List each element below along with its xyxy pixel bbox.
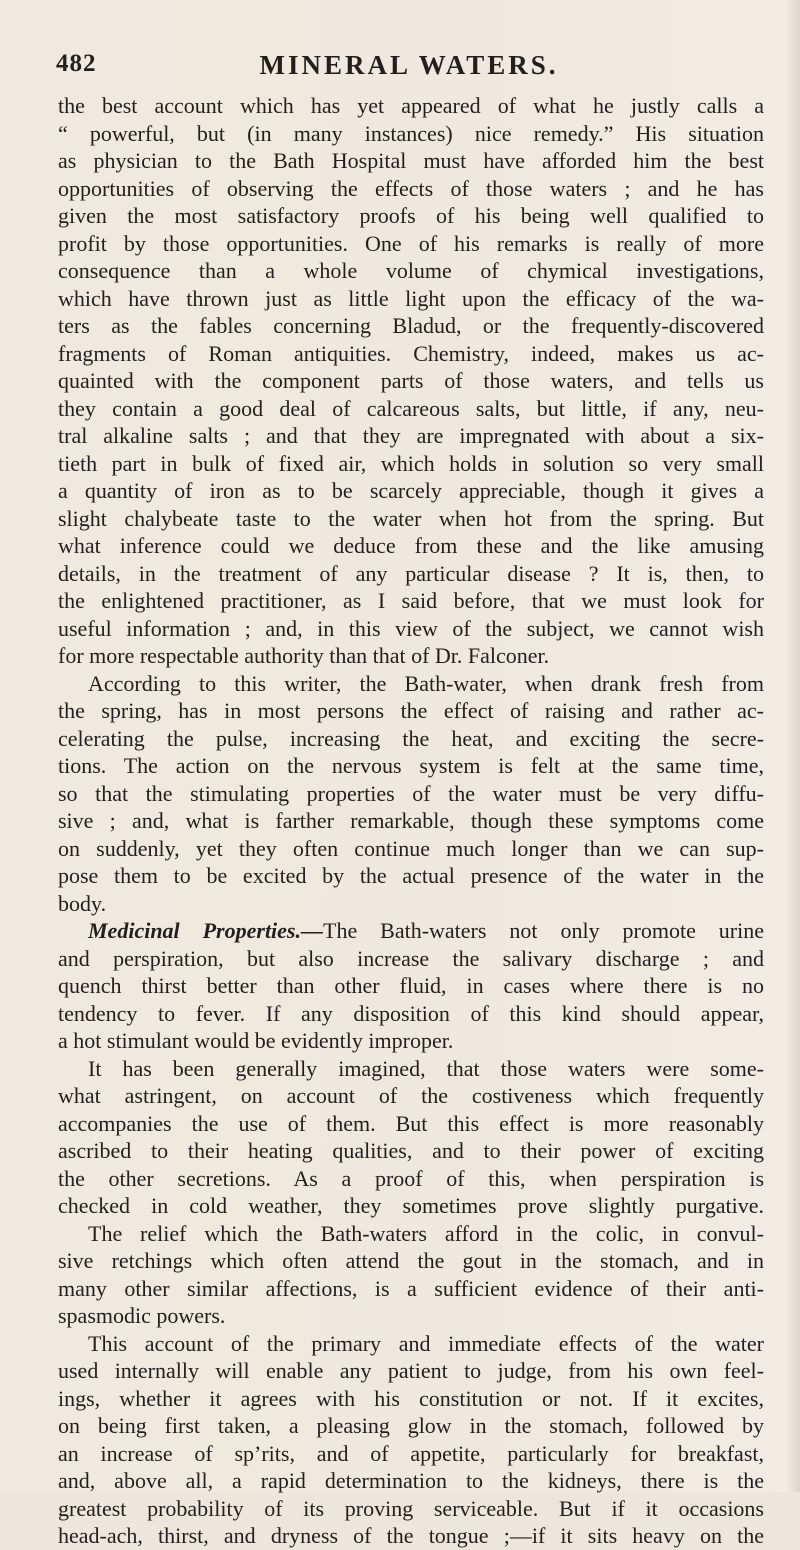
- text-line: quainted with the component parts of those waters, and tells us: [58, 368, 764, 393]
- text-line: ters as the fables concerning Bladud, or the frequently-discovered: [58, 313, 764, 338]
- text-line: accompanies the use of them. But this effect is more reasonably: [58, 1110, 764, 1136]
- text-line: so that the stimulating properties of the water must be very diffu-: [58, 780, 764, 806]
- text-line: ings, whether it agrees with his constitution or not. If it excites,: [58, 1385, 764, 1411]
- text-line: what astringent, on account of the costiveness which frequently: [58, 1083, 764, 1108]
- text-line: useful information ; and, in this view of the subject, we cannot wish: [58, 615, 764, 641]
- text-line: tieth part in bulk of fixed air, which holds in solution so very small: [58, 450, 764, 476]
- text-line-with-sidehead: [58, 917, 764, 945]
- text-line: tions. The action on the nervous system is felt at the same time,: [58, 753, 764, 778]
- sidehead-line-text: The Bath-waters not only promote urine: [323, 918, 764, 943]
- text-line: they contain a good deal of calcareous salts, but little, if any, neu-: [58, 395, 764, 421]
- text-line: on being first taken, a pleasing glow in the stomach, followed by: [58, 1413, 764, 1438]
- text-line: a quantity of iron as to be scarcely appreciable, though it gives a: [58, 478, 764, 503]
- text-line: It has been generally imagined, that those waters were some-: [88, 1055, 764, 1081]
- text-line: a hot stimulant would be evidently improper.: [58, 1028, 454, 1053]
- text-line: This account of the primary and immediate effects of the water: [88, 1330, 764, 1356]
- text-line: given the most satisfactory proofs of his being well qualified to: [58, 203, 764, 228]
- text-line: an increase of sp’rits, and of appetite, particularly for breakfast,: [58, 1440, 764, 1466]
- page-edge-shadow: [786, 0, 800, 1492]
- text-line: the best account which has yet appeared of what he justly calls a: [58, 93, 764, 118]
- text-line: body.: [58, 890, 107, 916]
- text-line: what inference could we deduce from these and the like amusing: [58, 533, 764, 558]
- text-line: pose them to be excited by the actual presence of the water in the: [58, 863, 764, 888]
- body-text: [58, 92, 764, 1550]
- text-line: profit by those opportunities. One of his remarks is really of more: [58, 230, 764, 256]
- text-line: which have thrown just as little light upon the efficacy of the wa-: [58, 285, 764, 311]
- text-line: According to this writer, the Bath-water, when drank fresh from: [88, 670, 764, 696]
- text-line: checked in cold weather, they sometimes prove slightly purgative.: [58, 1193, 764, 1218]
- text-line: many other similar affections, is a sufficient evidence of their anti-: [58, 1275, 764, 1301]
- text-line: ascribed to their heating qualities, and to their power of exciting: [58, 1138, 764, 1163]
- page-number: 482: [56, 50, 97, 77]
- text-line: sive retchings which often attend the gout in the stomach, and in: [58, 1248, 764, 1273]
- text-line: spasmodic powers.: [58, 1303, 226, 1328]
- text-line: used internally will enable any patient to judge, from his own feel-: [58, 1358, 764, 1383]
- text-line: as physician to the Bath Hospital must have afforded him the best: [58, 148, 764, 173]
- text-line: “ powerful, but (in many instances) nice remedy.” His situation: [58, 120, 764, 146]
- text-line: for more respectable authority than that of Dr. Falconer.: [58, 643, 550, 668]
- page-header: [56, 50, 762, 84]
- section-sidehead: Medicinal Properties.—: [88, 918, 323, 943]
- text-line: quench thirst better than other fluid, in cases where there is no: [58, 973, 764, 998]
- text-line: tral alkaline salts ; and that they are impregnated with about a six-: [58, 423, 764, 448]
- text-line: head-ach, thirst, and dryness of the tongue ;—if it sits heavy on the: [58, 1523, 764, 1548]
- text-line: fragments of Roman antiquities. Chemistry, indeed, makes us ac-: [58, 340, 764, 366]
- text-line: sive ; and, what is farther remarkable, though these symptoms come: [58, 808, 764, 833]
- text-line: opportunities of observing the effects of those waters ; and he has: [58, 175, 764, 201]
- text-line: slight chalybeate taste to the water when hot from the spring. But: [58, 505, 764, 531]
- text-line: details, in the treatment of any particular disease ? It is, then, to: [58, 560, 764, 586]
- text-line: on suddenly, yet they often continue much longer than we can sup-: [58, 835, 764, 861]
- text-line: celerating the pulse, increasing the heat, and exciting the secre-: [58, 725, 764, 751]
- text-line: The relief which the Bath-waters afford in the colic, in convul-: [88, 1220, 764, 1246]
- text-line: the enlightened practitioner, as I said before, that we must look for: [58, 588, 764, 613]
- text-line: consequence than a whole volume of chymical investigations,: [58, 258, 764, 283]
- text-line: greatest probability of its proving serviceable. But if it occasions: [58, 1495, 764, 1521]
- text-line: the other secretions. As a proof of this, when perspiration is: [58, 1165, 764, 1191]
- text-line: tendency to fever. If any disposition of this kind should appear,: [58, 1000, 764, 1026]
- text-line: and, above all, a rapid determination to the kidneys, there is the: [58, 1468, 764, 1493]
- text-line: the spring, has in most persons the effect of raising and rather ac-: [58, 698, 764, 723]
- text-line: and perspiration, but also increase the salivary discharge ; and: [58, 945, 764, 971]
- running-head: MINERAL WATERS.: [259, 50, 559, 80]
